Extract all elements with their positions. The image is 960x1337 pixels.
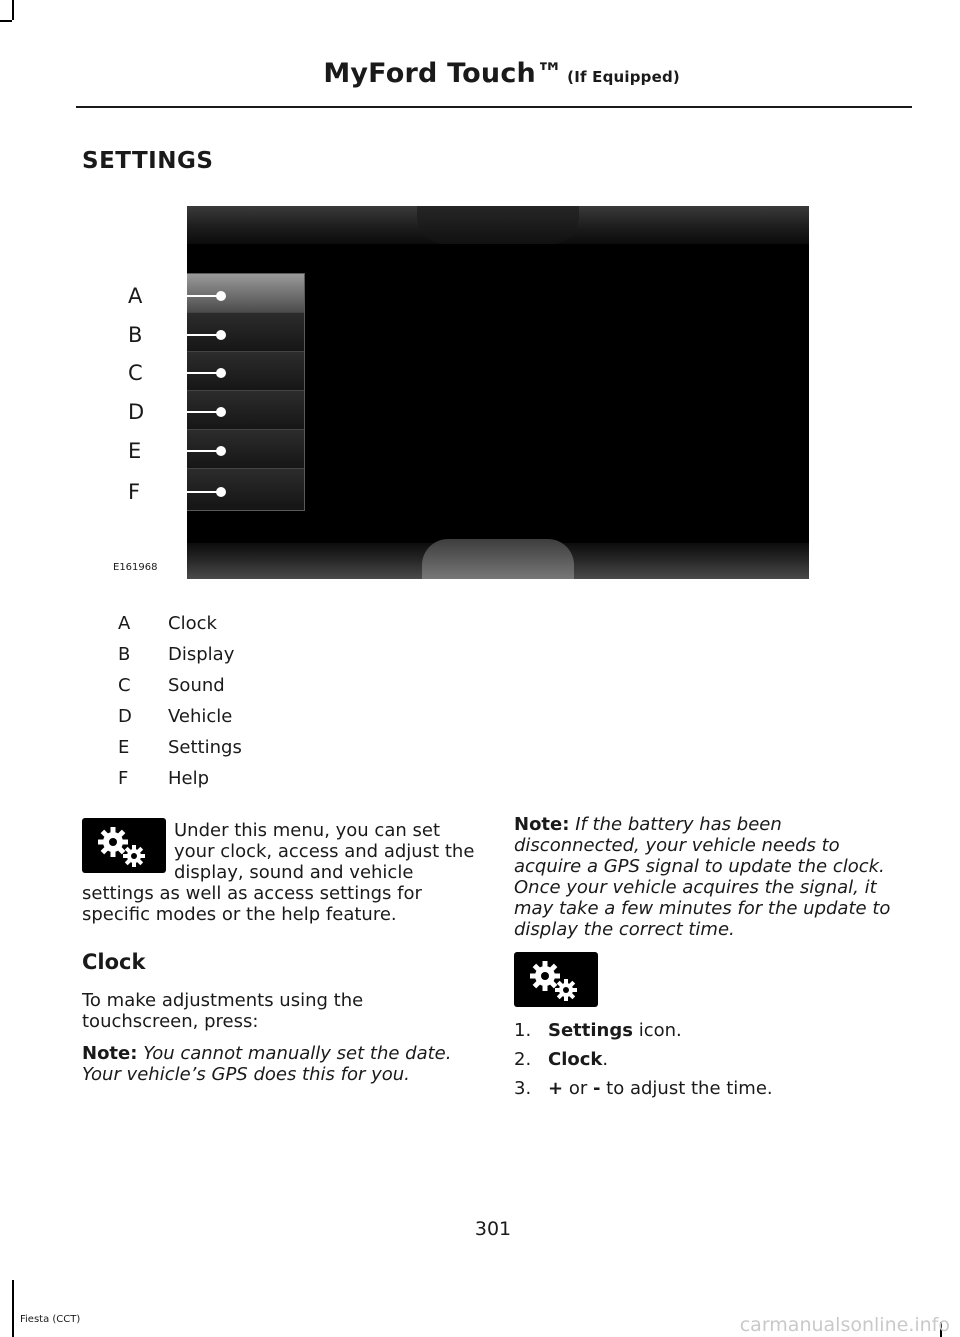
callout-d: D (128, 400, 228, 424)
touchscreen-illustration (187, 206, 809, 579)
crop-mark (12, 1280, 14, 1337)
callout-a: A (128, 284, 228, 308)
header-title: MyFord Touch™ (323, 58, 564, 89)
callout-c: C (128, 361, 228, 385)
legend-row: D Vehicle (118, 706, 233, 727)
screen-top-bezel (187, 206, 809, 244)
clock-heading: Clock (82, 950, 146, 974)
step-1: 1. Settings icon. (514, 1020, 682, 1041)
legend-row: F Help (118, 768, 210, 789)
gears-icon (514, 952, 598, 1007)
step-2: 2. Clock. (514, 1049, 609, 1070)
note-battery: Note: If the battery has been disconnected, your vehicle needs to acquire a GPS signal to update the clock. Once your vehicle acquires the signal, it may take a few minutes for the update to display the correct time. (514, 814, 891, 940)
callout-e: E (128, 439, 228, 463)
screen-bottom-bezel (187, 543, 809, 579)
callout-b: B (128, 323, 228, 347)
page-number: 301 (474, 1218, 512, 1240)
legend-row: E Settings (118, 737, 242, 758)
watermark: carmanualsonline.info (739, 1314, 950, 1336)
legend-row: A Clock (118, 613, 217, 634)
intro-rest: settings as well as access settings for specific modes or the help feature. (82, 883, 422, 925)
note-date: Note: You cannot manually set the date. Your vehicle’s GPS does this for you. (82, 1043, 452, 1085)
footer-model: Fiesta (CCT) (20, 1314, 81, 1325)
header-suffix: (If Equipped) (567, 68, 680, 86)
intro-top: Under this menu, you can set your clock, access and adjust the display, sound and vehicle (174, 820, 475, 883)
header-rule (76, 106, 912, 108)
image-code: E161968 (113, 562, 158, 573)
gears-icon (82, 818, 166, 873)
legend-row: C Sound (118, 675, 225, 696)
settings-menu (187, 273, 305, 511)
step-3: 3. + or - to adjust the time. (514, 1078, 773, 1099)
crop-mark (0, 20, 12, 22)
crop-mark (12, 0, 14, 20)
callout-f: F (128, 480, 228, 504)
legend-row: B Display (118, 644, 235, 665)
clock-text: To make adjustments using the touchscreen, press: (82, 990, 364, 1032)
running-header (0, 58, 680, 89)
section-title: SETTINGS (82, 148, 214, 174)
